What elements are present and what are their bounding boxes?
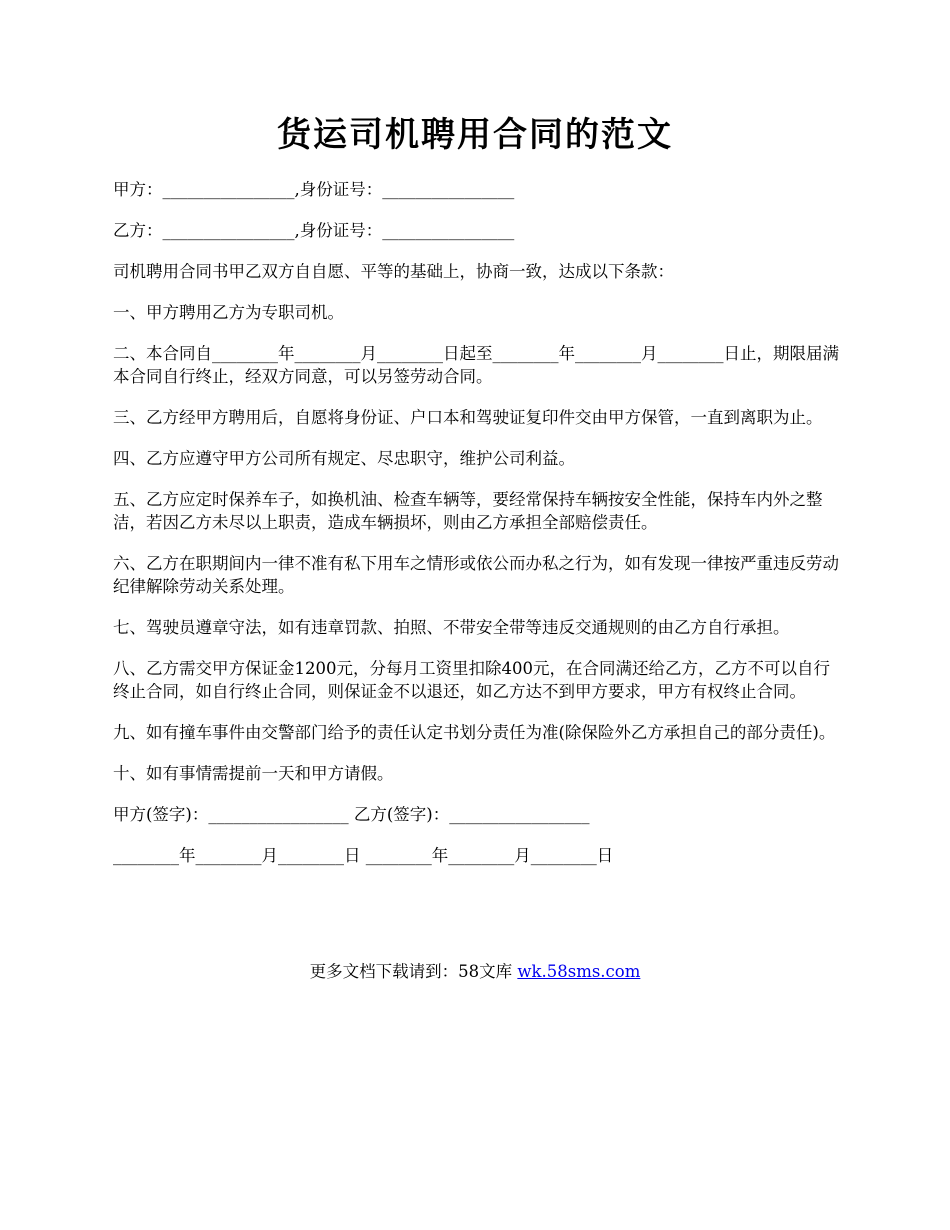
clause-7: 七、驾驶员遵章守法，如有违章罚款、拍照、不带安全带等违反交通规则的由乙方自行承担。 — [113, 618, 790, 637]
signature-line: 甲方(签字)：_________________ 乙方(签字)：_________________ — [113, 805, 590, 824]
footer — [0, 960, 950, 983]
clause-8: 八、乙方需交甲方保证金1200元，分每月工资里扣除400元，在合同满还给乙方，乙方不可以自行终止合同，如自行终止合同，则保证金不以退还，如乙方达不到甲方要求，甲方有权终止合同。 — [113, 659, 830, 701]
date-line: ________年________月________日 ________年________月________日 — [113, 846, 614, 865]
clause-6: 六、乙方在职期间内一律不准有私下用车之情形或依公而办私之行为，如有发现一律按严重违反劳动纪律解除劳动关系处理。 — [113, 554, 839, 596]
intro-paragraph: 司机聘用合同书甲乙双方自自愿、平等的基础上，协商一致，达成以下条款： — [113, 262, 674, 281]
clause-9: 九、如有撞车事件由交警部门给予的责任认定书划分责任为准(除保险外乙方承担自己的部分责任)。 — [113, 723, 836, 742]
clause-10: 十、如有事情需提前一天和甲方请假。 — [113, 764, 394, 783]
document-body — [113, 178, 843, 885]
clause-5: 五、乙方应定时保养车子，如换机油、检查车辆等，要经常保持车辆按安全性能，保持车内外之整洁，若因乙方未尽以上职责，造成车辆损坏，则由乙方承担全部赔偿责任。 — [113, 490, 823, 532]
clause-3: 三、乙方经甲方聘用后，自愿将身份证、户口本和驾驶证复印件交由甲方保管，一直到离职为止。 — [113, 408, 823, 427]
footer-link[interactable]: wk.58sms.com — [517, 962, 641, 981]
party-a-line: 甲方：________________,身份证号：________________ — [113, 180, 515, 199]
document-title: 货运司机聘用合同的范文 — [277, 115, 673, 155]
footer-text: 更多文档下载请到：58文库 — [309, 962, 518, 981]
clause-2: 二、本合同自________年________月________日起至________年________月________日止，期限届满本合同自行终止，经双方同意，可以另签劳动合同。 — [113, 344, 839, 386]
clause-4: 四、乙方应遵守甲方公司所有规定、尽忠职守，维护公司利益。 — [113, 449, 575, 468]
party-b-line: 乙方：________________,身份证号：________________ — [113, 221, 515, 240]
clause-1: 一、甲方聘用乙方为专职司机。 — [113, 303, 344, 322]
